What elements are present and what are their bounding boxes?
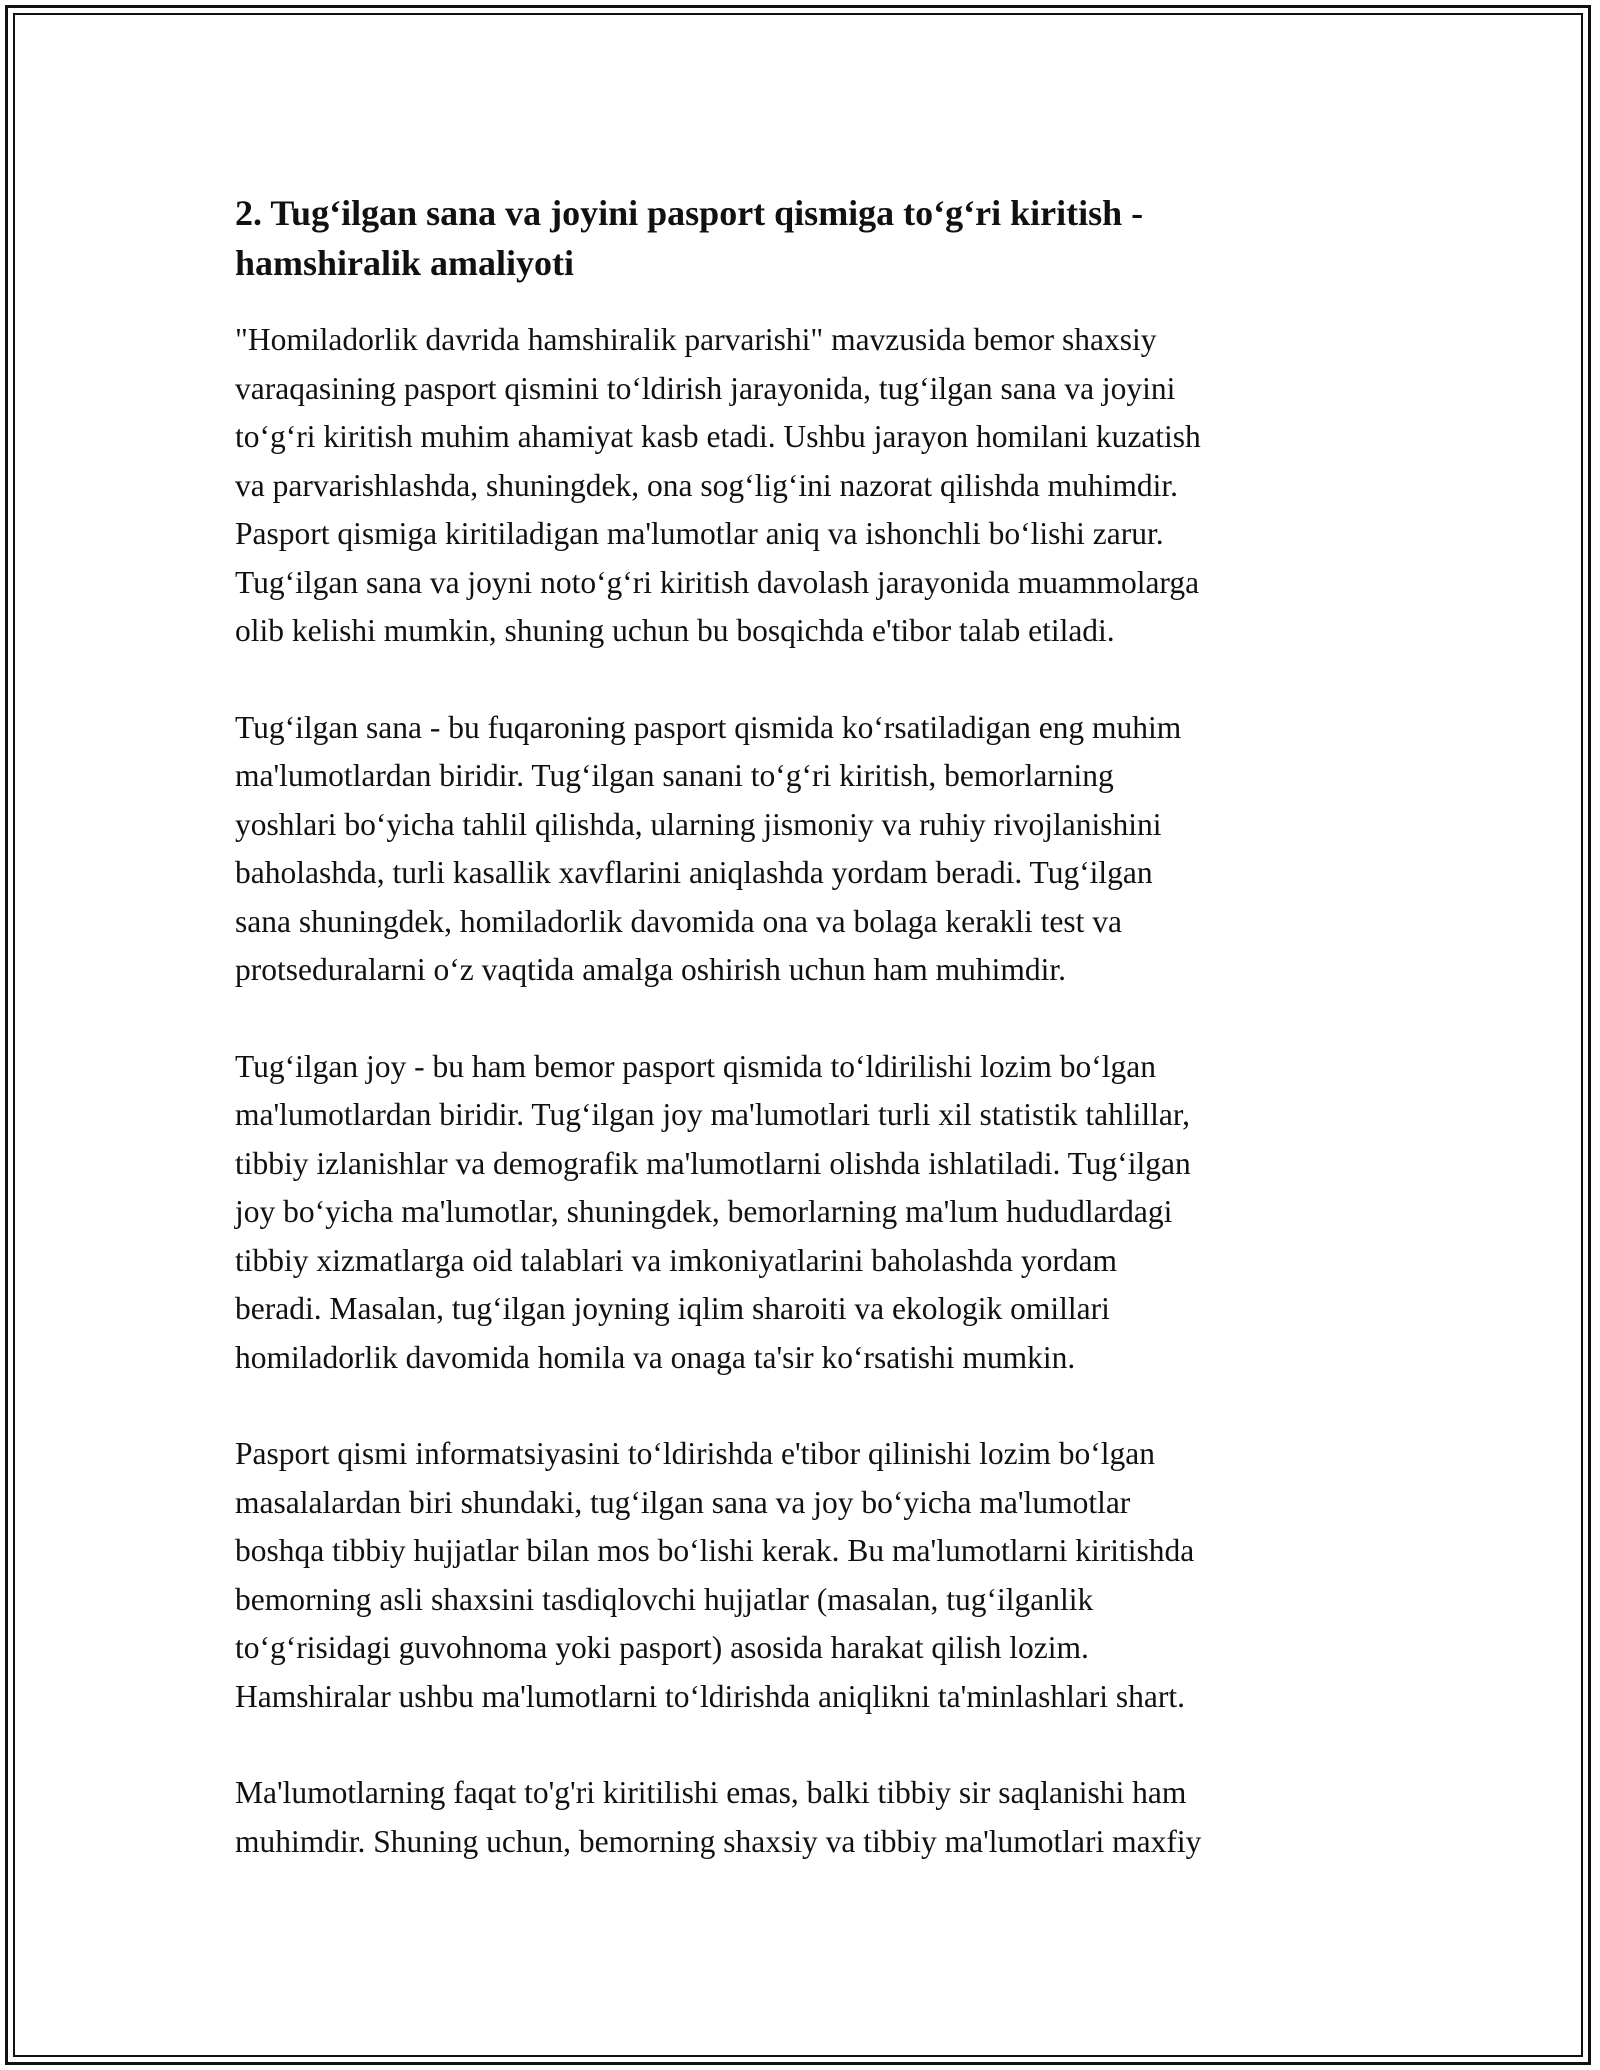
text-line: protseduralarni o‘z vaqtida amalga oshirish uchun ham muhimdir.	[235, 952, 1067, 987]
text-line: baholashda, turli kasallik xavflarini aniqlashda yordam beradi. Tug‘ilgan	[235, 855, 1153, 890]
heading-line: 2. Tug‘ilgan sana va joyini pasport qismiga to‘g‘ri kiritish -	[235, 193, 1144, 233]
paragraph-birth-date	[235, 704, 1375, 995]
text-line: ma'lumotlardan biridir. Tug‘ilgan joy ma'lumotlari turli xil statistik tahlillar,	[235, 1097, 1190, 1132]
text-line: yoshlari bo‘yicha tahlil qilishda, ularning jismoniy va ruhiy rivojlanishini	[235, 806, 1162, 842]
text-line: Tug‘ilgan joy - bu ham bemor pasport qismida to‘ldirilishi lozim bo‘lgan	[235, 1048, 1156, 1084]
text-line: "Homiladorlik davrida hamshiralik parvarishi" mavzusida bemor shaxsiy	[235, 322, 1157, 357]
text-line: Hamshiralar ushbu ma'lumotlarni to‘ldirishda aniqlikni ta'minlashlari shart.	[235, 1678, 1186, 1714]
text-line: to‘g‘ri kiritish muhim ahamiyat kasb etadi. Ushbu jarayon homilani kuzatish	[235, 419, 1201, 454]
document-body	[235, 188, 1375, 1914]
text-line: to‘g‘risidagi guvohnoma yoki pasport) asosida harakat qilish lozim.	[235, 1630, 1089, 1665]
text-line: tibbiy izlanishlar va demografik ma'lumotlarni olishda ishlatiladi. Tug‘ilgan	[235, 1145, 1191, 1181]
text-line: varaqasining pasport qismini to‘ldirish jarayonida, tug‘ilgan sana va joyini	[235, 370, 1176, 406]
paragraph-birth-place	[235, 1043, 1375, 1383]
text-line: joy bo‘yicha ma'lumotlar, shuningdek, bemorlarning ma'lum hududlardagi	[235, 1194, 1173, 1229]
text-line: ma'lumotlardan biridir. Tug‘ilgan sanani to‘g‘ri kiritish, bemorlarning	[235, 758, 1114, 793]
text-line: tibbiy xizmatlarga oid talablari va imkoniyatlarini baholashda yordam	[235, 1242, 1118, 1278]
text-line: Pasport qismi informatsiyasini to‘ldirishda e'tibor qilinishi lozim bo‘lgan	[235, 1436, 1155, 1471]
paragraph-consistency	[235, 1430, 1375, 1721]
heading-line: hamshiralik amaliyoti	[235, 243, 575, 283]
text-line: homiladorlik davomida homila va onaga ta'sir ko‘rsatishi mumkin.	[235, 1339, 1076, 1375]
text-line: bemorning asli shaxsini tasdiqlovchi hujjatlar (masalan, tug‘ilganlik	[235, 1581, 1094, 1617]
text-line: Pasport qismiga kiritiladigan ma'lumotlar aniq va ishonchli bo‘lishi zarur.	[235, 516, 1164, 551]
text-line: Tug‘ilgan sana va joyni noto‘g‘ri kiritish davolash jarayonida muammolarga	[235, 564, 1200, 600]
paragraph-confidentiality	[235, 1769, 1375, 1866]
text-line: olib kelishi mumkin, shuning uchun bu bosqichda e'tibor talab etiladi.	[235, 613, 1115, 648]
text-line: masalalardan biri shundaki, tug‘ilgan sana va joy bo‘yicha ma'lumotlar	[235, 1484, 1131, 1520]
text-line: beradi. Masalan, tug‘ilgan joyning iqlim sharoiti va ekologik omillari	[235, 1291, 1110, 1326]
text-line: Tug‘ilgan sana - bu fuqaroning pasport qismida ko‘rsatiladigan eng muhim	[235, 709, 1182, 745]
section-heading	[235, 188, 1375, 288]
text-line: muhimdir. Shuning uchun, bemorning shaxsiy va tibbiy ma'lumotlari maxfiy	[235, 1823, 1202, 1859]
paragraph-intro	[235, 316, 1375, 656]
text-line: va parvarishlashda, shuningdek, ona sog‘lig‘ini nazorat qilishda muhimdir.	[235, 467, 1179, 503]
text-line: sana shuningdek, homiladorlik davomida ona va bolaga kerakli test va	[235, 903, 1123, 939]
text-line: boshqa tibbiy hujjatlar bilan mos bo‘lishi kerak. Bu ma'lumotlarni kiritishda	[235, 1533, 1195, 1568]
text-line: Ma'lumotlarning faqat to'g'ri kiritilishi emas, balki tibbiy sir saqlanishi ham	[235, 1775, 1187, 1810]
